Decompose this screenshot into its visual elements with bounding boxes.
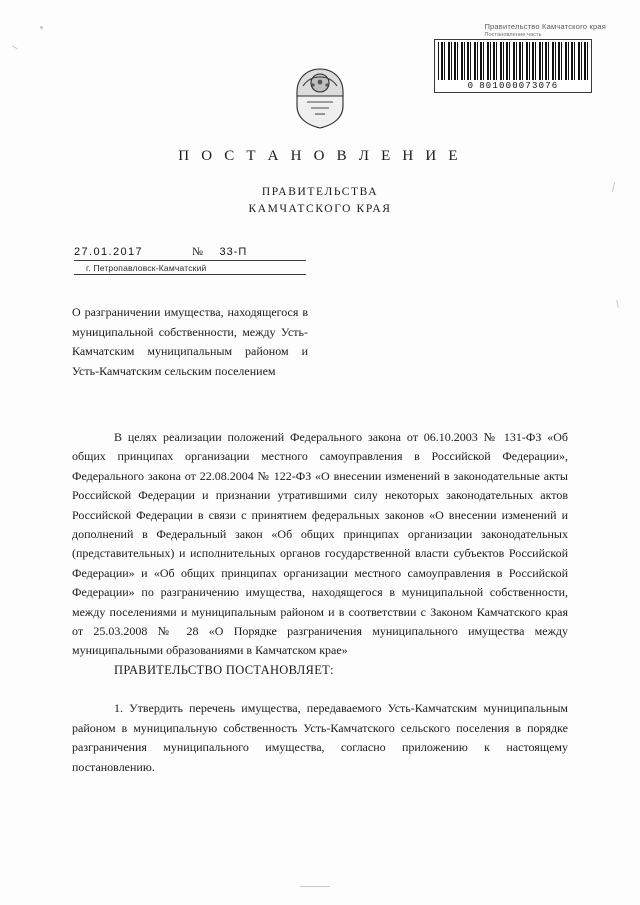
document-subject: О разграничении имущества, находящегося в муниципальной собственности, между Усть-Камчатским муниципальным районом и Усть-Камчатским сельским поселением [72,305,308,378]
scan-artifact [12,46,18,50]
document-type-title: П О С Т А Н О В Л Е Н И Е [178,148,462,164]
barcode [434,39,592,93]
registration-stamp [418,22,608,93]
document-date: 27.01.2017 [74,246,144,258]
barcode-digits-value: 801000073076 [479,81,559,91]
document-city: г. Петропавловск-Камчатский [86,263,207,273]
document-meta [74,246,324,275]
meta-divider-2 [74,274,306,275]
authority-title [0,184,640,218]
coat-of-arms-icon [289,62,351,130]
stamp-sublabel: Постановление часть [484,32,542,38]
meta-divider [74,260,306,261]
body-item-1: 1. Утвердить перечень имущества, передаваемого Усть-Камчатским муниципальным районом в муниципальную собственность Усть-Камчатского сельского поселения в порядке разграничения муниципального имущества, согласно приложению к настоящему постановлению. [72,701,568,774]
number-label: № [192,246,204,258]
document-body [72,428,568,777]
scan-artifact [40,26,43,29]
scan-artifact [616,300,619,308]
body-paragraph-1: В целях реализации положений Федерального закона от 06.10.2003 № 131-ФЗ «Об общих принципах организации местного самоуправления в Российской Федерации», Федерального закона от 22.08.2004 № 122-ФЗ «О внесении изменений в законодательные акты Российской Федерации и признании утратившими силу некоторых законодательных актов Российской Федерации в связи с принятием федеральных законов «О внесении изменений и дополнений в Федеральный закон «Об общих принципах организации законодательных (представительных) и исполнительных органов государственной власти субъектов Российской Федерации» и «Об общих принципах организации местного самоуправления в Российской Федерации» по разграничению имущества, находящегося в муниципальной собственности, между поселениями и муниципальным районом и в соответствии с Законом Камчатского края от 25.03.2008 № 28 «О Порядке разграничения муниципального имущества между муниципальными образованиями в Камчатском крае» [72,430,568,658]
document-number: 33-П [219,246,248,258]
resolution-heading: ПРАВИТЕЛЬСТВО ПОСТАНОВЛЯЕТ: [114,662,334,677]
barcode-number [438,81,588,91]
barcode-bars [438,42,588,80]
barcode-lead-digit: 0 [467,81,475,91]
stamp-authority-label: Правительство Камчатского края [484,22,606,31]
scan-artifact [300,886,330,887]
authority-title-line-2: КАМЧАТСКОГО КРАЯ [248,203,392,215]
authority-title-line-1: ПРАВИТЕЛЬСТВА [261,186,379,198]
